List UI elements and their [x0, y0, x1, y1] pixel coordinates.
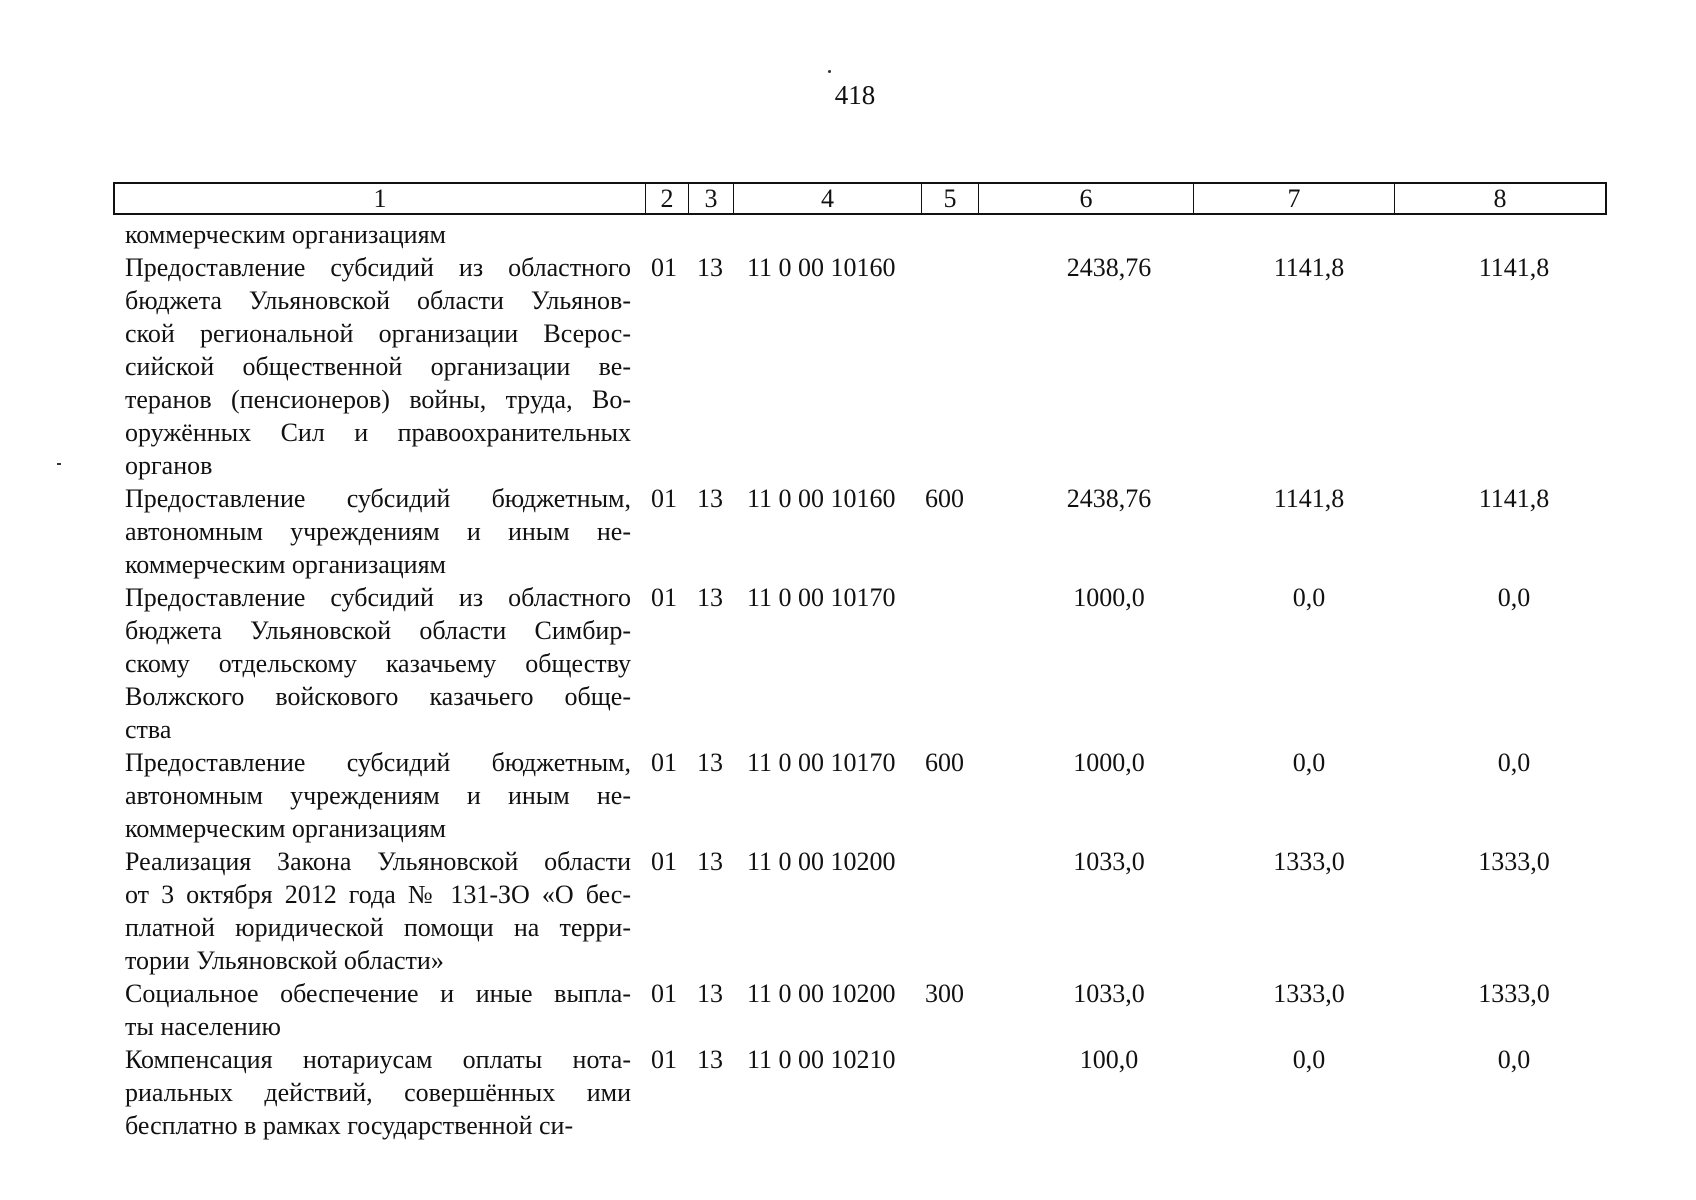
row-description-line: коммерческим организациям: [125, 814, 447, 843]
cell-col-2: 01: [651, 1045, 677, 1074]
cell-col-3: 13: [697, 748, 723, 777]
cell-col-6: [1009, 218, 1209, 251]
row-description-line: автономным учреждениям и иным не-: [125, 517, 631, 546]
table-row: [113, 581, 1607, 746]
cell-col-2: 01: [651, 979, 677, 1008]
cell-col-3: 13: [697, 979, 723, 1008]
cell-col-3: 13: [697, 847, 723, 876]
cell-col-2: 01: [651, 748, 677, 777]
cell-col-6: 100,0: [1079, 1045, 1139, 1074]
cell-col-5: 600: [925, 748, 964, 777]
header-col-1: 1: [115, 184, 646, 213]
header-col-3: 3: [689, 184, 734, 213]
cell-col-7: [1209, 218, 1409, 251]
cell-col-8: 0,0: [1497, 1045, 1531, 1074]
row-description-line: Предоставление субсидий бюджетным,: [125, 484, 631, 513]
cell-col-6: 2438,76: [1066, 253, 1152, 282]
row-description-line: ской региональной организации Всерос-: [125, 319, 631, 348]
page-number: 418: [834, 80, 876, 110]
cell-col-4: 11 0 00 10160: [747, 253, 896, 282]
cell-col-4: 11 0 00 10210: [747, 1045, 896, 1074]
row-description-line: Предоставление субсидий из областного: [125, 583, 631, 612]
cell-col-7: 0,0: [1292, 583, 1326, 612]
cell-col-8: [1409, 218, 1619, 251]
header-col-8: 8: [1493, 184, 1507, 213]
cell-col-8: 1141,8: [1478, 484, 1550, 513]
cell-col-8: 1333,0: [1478, 979, 1550, 1008]
row-description-line: платной юридической помощи на терри-: [125, 913, 631, 942]
cell-col-6: 1033,0: [1073, 847, 1145, 876]
cell-col-8: 0,0: [1497, 583, 1531, 612]
table-row: [113, 746, 1607, 845]
cell-col-4: 11 0 00 10160: [747, 484, 896, 513]
row-description-line: ства: [125, 715, 172, 744]
table-header: [113, 182, 1607, 215]
header-col-6: 6: [979, 184, 1194, 213]
header-col-5: 5: [922, 184, 979, 213]
row-description-line: органов: [125, 451, 213, 480]
cell-col-7: 1333,0: [1273, 847, 1345, 876]
cell-col-2: 01: [651, 253, 677, 282]
table-row: [113, 1043, 1607, 1142]
row-description-line: Волжского войскового казачьего обще-: [125, 682, 631, 711]
table-row: [113, 218, 1607, 251]
cell-col-3: 13: [697, 583, 723, 612]
header-col-4: 4: [734, 184, 922, 213]
row-description-line: бюджета Ульяновской области Ульянов-: [125, 286, 631, 315]
cell-col-7: 0,0: [1292, 748, 1326, 777]
table-row: [113, 251, 1607, 482]
cell-col-6: 2438,76: [1066, 484, 1152, 513]
scan-speck: [828, 70, 831, 73]
table-row: [113, 845, 1607, 977]
row-description-line: Социальное обеспечение и иные выпла-: [125, 979, 631, 1008]
row-description-line: Предоставление субсидий бюджетным,: [125, 748, 631, 777]
cell-col-4: 11 0 00 10170: [747, 583, 896, 612]
cell-col-5: 300: [925, 979, 964, 1008]
cell-col-6: 1000,0: [1073, 583, 1145, 612]
row-description-line: от 3 октября 2012 года № 131-ЗО «О бес-: [125, 880, 631, 909]
header-col-7: 7: [1194, 184, 1395, 213]
table-body: [113, 218, 1607, 1142]
cell-col-6: 1033,0: [1073, 979, 1145, 1008]
row-description-line: ты населению: [125, 1012, 281, 1041]
table-row: [113, 977, 1607, 1043]
cell-col-4: 11 0 00 10200: [747, 979, 896, 1008]
cell-col-2: 01: [651, 583, 677, 612]
table-row: [113, 482, 1607, 581]
scan-speck: [57, 463, 61, 465]
cell-col-5: 600: [925, 484, 964, 513]
cell-col-4: 11 0 00 10170: [747, 748, 896, 777]
row-description-line: коммерческим организациям: [125, 550, 447, 579]
header-col-2: 2: [646, 184, 689, 213]
cell-col-7: 1141,8: [1273, 484, 1345, 513]
row-description-line: оружённых Сил и правоохранительных: [125, 418, 631, 447]
row-description-line: сийской общественной организации ве-: [125, 352, 631, 381]
row-description-line: Реализация Закона Ульяновской области: [125, 847, 631, 876]
row-description-line: тории Ульяновской области»: [125, 946, 444, 975]
cell-col-8: 0,0: [1497, 748, 1531, 777]
cell-col-8: 1141,8: [1478, 253, 1550, 282]
cell-col-3: 13: [697, 1045, 723, 1074]
row-description-line: скому отдельскому казачьему обществу: [125, 649, 631, 678]
row-description-line: автономным учреждениям и иным не-: [125, 781, 631, 810]
cell-col-4: 11 0 00 10200: [747, 847, 896, 876]
cell-col-3: 13: [697, 253, 723, 282]
row-description-line: коммерческим организациям: [125, 220, 447, 249]
cell-col-7: 0,0: [1292, 1045, 1326, 1074]
row-description-line: бесплатно в рамках государственной си-: [125, 1111, 574, 1140]
row-description-line: риальных действий, совершённых ими: [125, 1078, 631, 1107]
cell-col-2: 01: [651, 847, 677, 876]
cell-col-7: 1141,8: [1273, 253, 1345, 282]
cell-col-2: 01: [651, 484, 677, 513]
row-description-line: Предоставление субсидий из областного: [125, 253, 631, 282]
cell-col-7: 1333,0: [1273, 979, 1345, 1008]
cell-col-8: 1333,0: [1478, 847, 1550, 876]
row-description-line: бюджета Ульяновской области Симбир-: [125, 616, 631, 645]
row-description-line: теранов (пенсионеров) войны, труда, Во-: [125, 385, 631, 414]
row-description-line: Компенсация нотариусам оплаты нота-: [125, 1045, 631, 1074]
cell-col-6: 1000,0: [1073, 748, 1145, 777]
cell-col-3: 13: [697, 484, 723, 513]
